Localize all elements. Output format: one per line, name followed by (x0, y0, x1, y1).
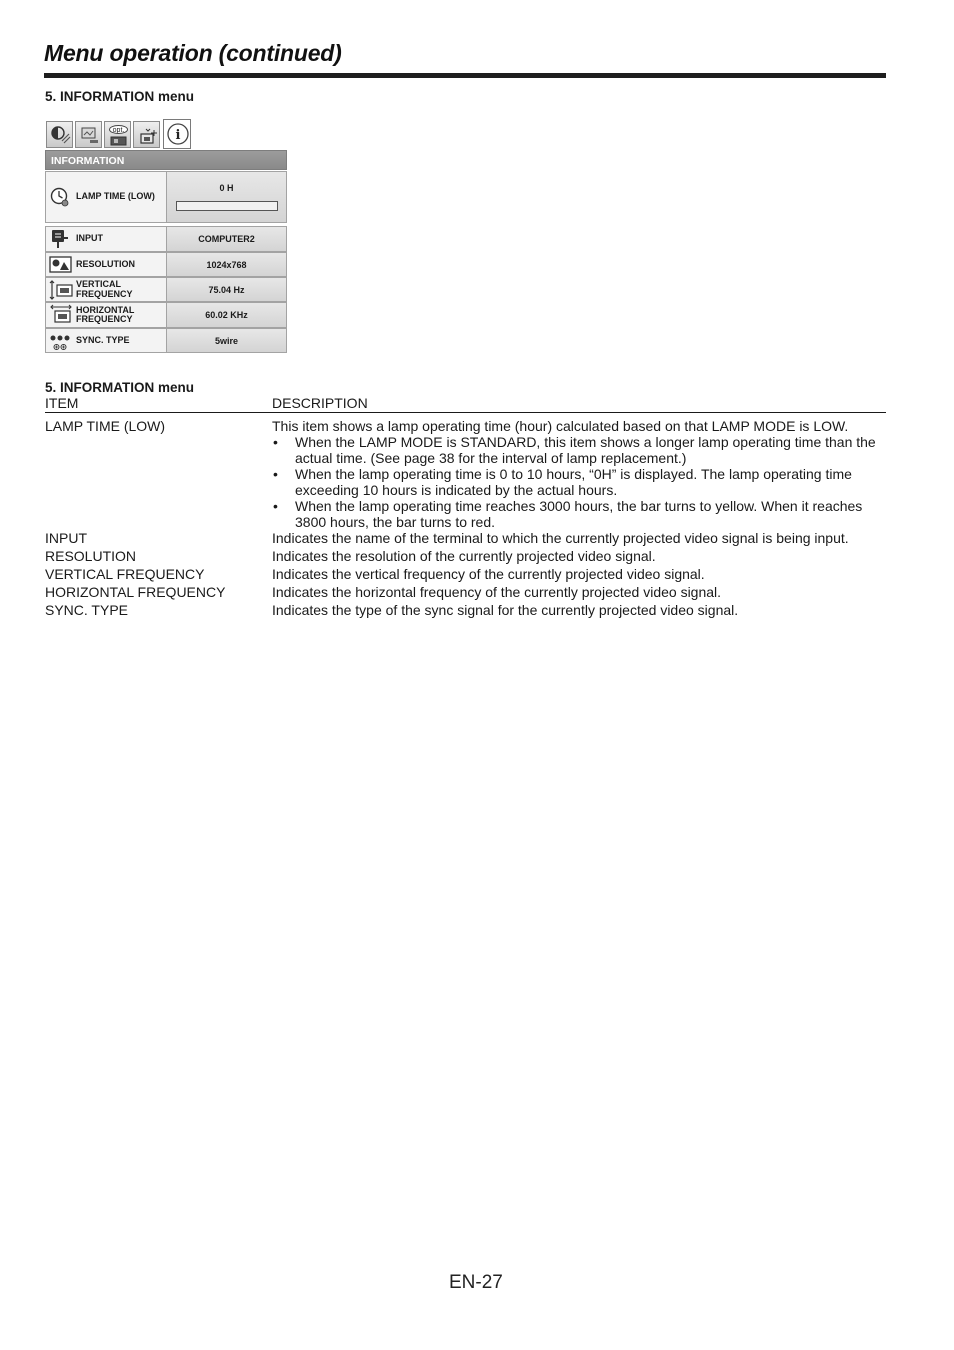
item-cell: LAMP TIME (LOW) (45, 418, 166, 434)
description-cell: Indicates the type of the sync signal for the currently projected video signal. (272, 602, 739, 618)
column-header-item: ITEM (45, 395, 272, 413)
bullet-item: • When the lamp operating time reaches 3000 hours, the bar turns to yellow. When it reaches 3800 hours, the bar turns to red. (272, 498, 886, 530)
information-icon (164, 120, 192, 150)
bullet-item: • When the lamp operating time is 0 to 10 hours, “0H” is displayed. The lamp operating time exceeding 10 hours is indicated by the actual hours. (272, 466, 886, 498)
tab-information[interactable] (163, 119, 191, 149)
description-cell: Indicates the horizontal frequency of the currently projected video signal. (272, 584, 722, 600)
item-cell: HORIZONTAL FREQUENCY (45, 584, 226, 600)
lamp-time-bar (176, 201, 278, 211)
menu-tab-bar (45, 119, 287, 150)
description-cell: Indicates the name of the terminal to which the currently projected video signal is being input. (272, 530, 849, 546)
vertical-frequency-label-line2: FREQUENCY (76, 288, 133, 299)
table-row (45, 413, 886, 531)
osd-section-heading: 5. INFORMATION menu (45, 89, 195, 104)
menu-row-vertical-frequency[interactable] (45, 277, 287, 302)
vertical-frequency-value: 75.04 Hz (167, 278, 286, 301)
lamp-time-value: 0 H (219, 183, 234, 193)
page-number: EN-27 (449, 1272, 503, 1293)
item-cell: VERTICAL FREQUENCY (45, 566, 205, 582)
menu-row-sync-type[interactable] (45, 328, 287, 353)
picture-adjust-icon (47, 122, 74, 149)
horizontal-frequency-icon (48, 304, 74, 326)
image-settings-icon (76, 122, 103, 149)
item-cell: SYNC. TYPE (45, 602, 128, 618)
resolution-value: 1024x768 (167, 253, 286, 276)
tab-installation[interactable] (133, 121, 160, 148)
table-row (45, 530, 886, 546)
menu-row-horizontal-frequency[interactable] (45, 302, 287, 328)
page-title: Menu operation (continued) (44, 40, 342, 66)
resolution-icon (48, 254, 72, 276)
description-cell: Indicates the vertical frequency of the currently projected video signal. (272, 566, 705, 582)
information-menu-osd (45, 119, 287, 353)
input-icon (48, 228, 72, 250)
item-cell: RESOLUTION (45, 548, 137, 564)
menu-row-resolution[interactable] (45, 252, 287, 277)
title-rule (44, 73, 886, 78)
description-cell: Indicates the resolution of the currently projected video signal. (272, 548, 656, 564)
table-row (45, 582, 886, 600)
information-menu-table (45, 395, 886, 618)
resolution-label: RESOLUTION (76, 258, 136, 269)
table-section-heading: 5. INFORMATION menu (45, 380, 195, 395)
menu-row-lamp-time[interactable] (45, 171, 287, 223)
sync-type-value: 5wire (167, 329, 286, 352)
lamp-clock-icon (48, 186, 72, 208)
information-tab-label: i (175, 128, 181, 143)
input-label: INPUT (76, 233, 103, 244)
tab-option[interactable] (104, 121, 131, 148)
tab-picture[interactable] (46, 121, 73, 148)
vertical-frequency-icon (48, 279, 74, 301)
horizontal-frequency-value: 60.02 KHz (167, 303, 286, 327)
menu-header: INFORMATION (45, 150, 287, 170)
input-value: COMPUTER2 (167, 227, 286, 251)
column-header-description: DESCRIPTION (272, 395, 886, 413)
table-row (45, 600, 886, 618)
sync-type-label: SYNC. TYPE (76, 334, 130, 345)
installation-icon (134, 122, 161, 149)
option-icon (105, 122, 132, 149)
vertical-frequency-label-line1: VERTICAL (76, 279, 121, 289)
option-tab-label: opt. (112, 127, 125, 134)
horizontal-frequency-label-line2: FREQUENCY (76, 314, 133, 324)
menu-row-input[interactable] (45, 226, 287, 252)
item-cell: INPUT (45, 530, 87, 546)
bullet-item: • When the LAMP MODE is STANDARD, this item shows a longer lamp operating time than the actual time. (See page 38 for the interval of lamp replacement.) (272, 434, 886, 466)
description-cell: This item shows a lamp operating time (hour) calculated based on that LAMP MODE is LOW. (272, 418, 849, 434)
sync-type-icon (48, 330, 74, 352)
horizontal-frequency-label-line1: HORIZONTAL (76, 304, 135, 315)
tab-image[interactable] (75, 121, 102, 148)
table-row (45, 564, 886, 582)
table-row (45, 546, 886, 564)
lamp-time-label: LAMP TIME (LOW) (76, 191, 155, 202)
bullet-list (272, 434, 886, 530)
table-header-row (45, 395, 886, 413)
